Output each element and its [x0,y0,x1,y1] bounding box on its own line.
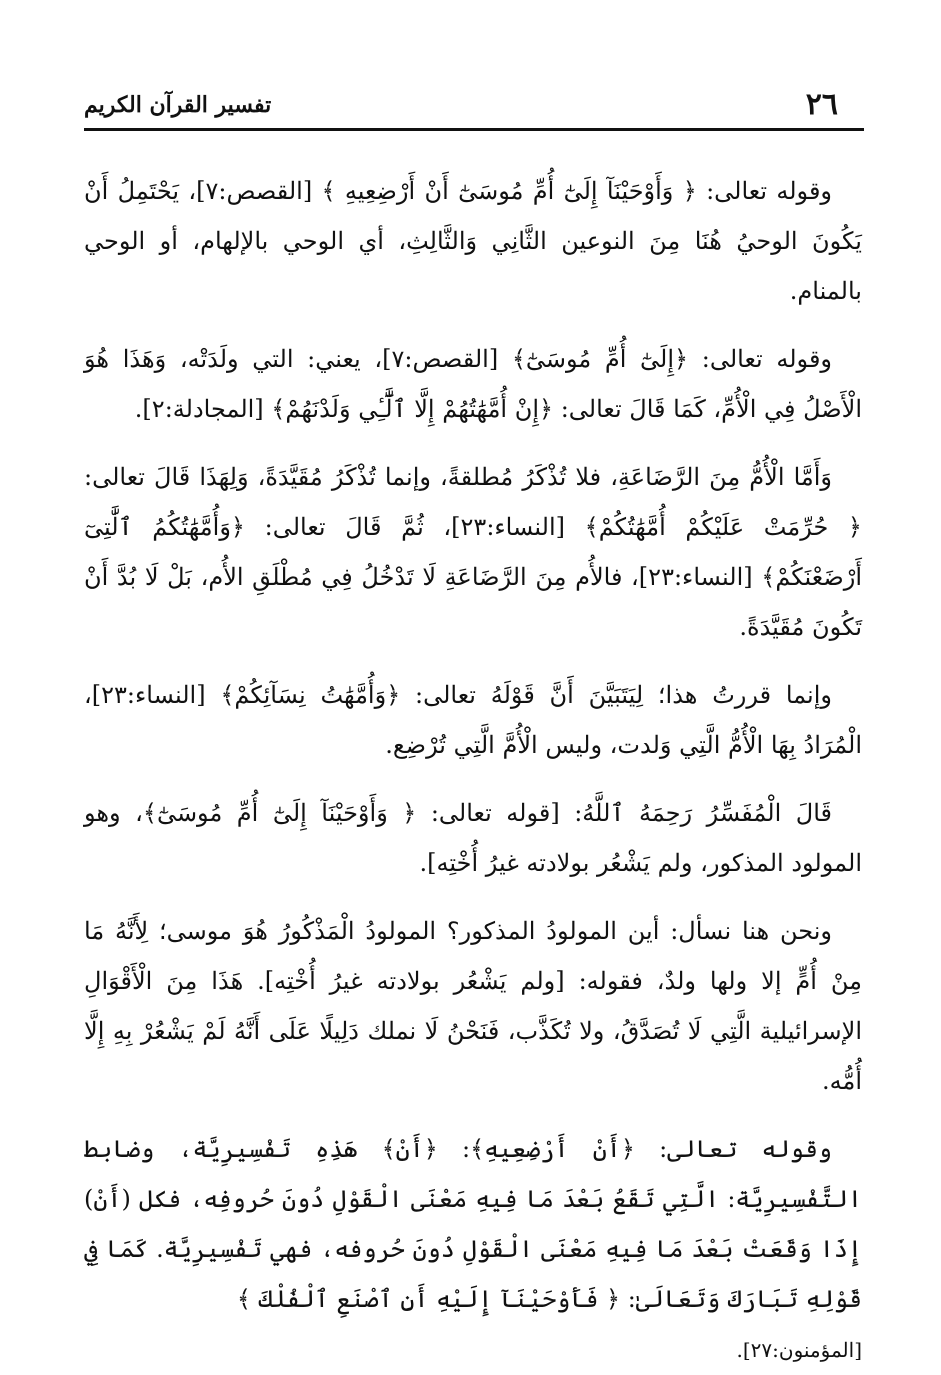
paragraph: قَالَ الْمُفَسِّرُ رَحِمَهُ ٱللَّهُ: [قوله تعالى: ﴿ وَأَوْحَيْنَآ إِلَىٰٓ أُمِّ مُوسَىٰٓ﴾، وهو المولود المذكور، ولم يَشْعُر بولادته غيرُ أُخْتِه]. [84,799,862,877]
verse-reference: [المؤمنون:٢٧]. [736,1338,862,1362]
page-body [84,166,862,1370]
paragraph: وإنما قررتُ هذا؛ لِيَتَبَيَّنَ أَنَّ قَوْلَهُ تعالى: ﴿وَأُمَّهَٰتُ نِسَآئِكُمْ﴾ [النساء:٢٣]، الْمُرَادُ بِهَا الْأُمُّ الَّتِي وَلدت، وليس الْأُمَّ الَّتِي تُرْضِع. [84,681,862,759]
paragraph: وقوله تعالى: ﴿ وَأَوْحَيْنَآ إِلَىٰٓ أُمِّ مُوسَىٰٓ أَنْ أَرْضِعِيهِ ﴾ [القصص:٧]، يَحْتَمِلُ أَنْ يَكُونَ الوحيُ هُنَا مِنَ النوعين الثَّانِي وَالثَّالِثِ، أي الوحي بالإلهام، أو الوحي بالمنام. [84,177,862,305]
paragraph: وَأَمَّا الْأُمُّ مِنَ الرَّضَاعَةِ، فلا تُذْكَرُ مُطلقةً، وإنما تُذْكَرُ مُقَيَّدَةً، وَلِهَذَا قَالَ تعالى: ﴿ حُرِّمَتْ عَلَيْكُمْ أُمَّهَٰتُكُمْ﴾ [النساء:٢٣]، ثُمَّ قَالَ تعالى: ﴿وَأُمَّهَٰتُكُمُ ٱلَّٰتِىٓ أَرْضَعْنَكُمْ﴾ [النساء:٢٣]، فالأُم مِنَ الرَّضَاعَةِ لَا تَدْخُلُ فِي مُطْلَقِ الأُم، بَلْ لَا بُدَّ أَنْ تَكُونَ مُقَيَّدَةً. [84,463,863,641]
running-title: تفسير القرآن الكريم [84,92,272,118]
paragraph: وقوله تعالى: ﴿إِلَىٰٓ أُمِّ مُوسَىٰٓ﴾ [القصص:٧]، يعني: التي ولَدَتْه، وَهَذَا هُوَ الْأَصْلُ فِي الْأُمِّ، كَمَا قَالَ تعالى: ﴿إِنْ أُمَّهَٰتُهُمْ إِلَّا ٱلَّٰٓـِٔي وَلَدْنَهُمْ﴾ [المجادلة:٢]. [84,345,862,423]
paragraph: ونحن هنا نسأل: أين المولودُ المذكور؟ المولودُ الْمَذْكُورُ هُوَ موسى؛ لِأَنَّهُ مَا مِنْ أُمٍّ إلا ولها ولدٌ، فقوله: [ولم يَشْعُر بولادته غيرُ أُخْتِه]. هَذَا مِنَ الْأَقْوَالِ الإسرائيلية الَّتِي لَا تُصَدَّقُ، ولا تُكَذَّب، فَنَحْنُ لَا نملك دَلِيلًا عَلَى أَنَّهُ لَمْ يَشْعُرْ بِهِ إِلَّا أُمُّه. [84,917,862,1095]
page-number: ٢٦ [805,87,838,122]
page-header [84,88,864,124]
paragraph: وقوله تعالى: ﴿أَنْ أَرْضِعِيهِ﴾: ﴿أَنْ﴾ هَذِهِ تَفْسِيرِيَّة، وضابط التَّفْسِيرِيَّة: الَّتِي تَقَعُ بَعْدَ مَا فِيهِ مَعْنَى الْقَوْلِ دُونَ حُروفِه، فكل (أَنْ) إِذَا وَقَعَتْ بَعْدَ مَا فِيهِ مَعْنَى الْقَوْلِ دُونَ حُروفه، فهي تَفْسِيرِيَّة. كَمَا فِي قَوْلِهِ تَبَارَكَ وَتَعَالَىٰ: ﴿ فَأَوْحَيْنَآ إِلَيْهِ أَنِ ٱصْنَعِ ٱلْفُلْكَ ﴾ [84,1135,862,1313]
header-rule [84,128,864,131]
